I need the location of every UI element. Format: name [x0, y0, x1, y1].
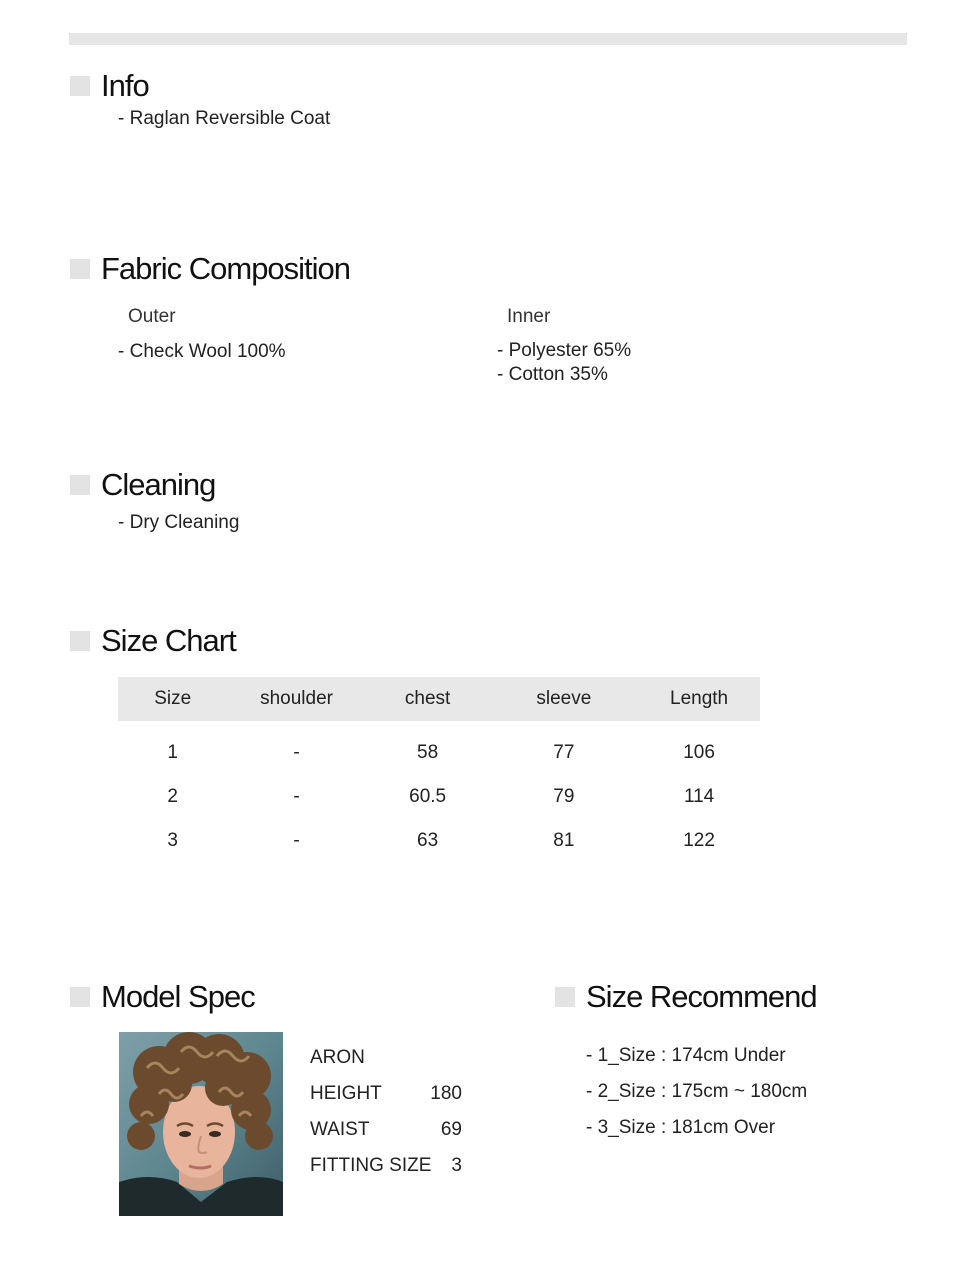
table-header-row [118, 677, 760, 721]
column-header-size: Size [118, 677, 227, 721]
table-cell: 106 [683, 742, 715, 763]
table-cell: - [293, 742, 300, 763]
spec-label: WAIST [310, 1119, 370, 1140]
size-chart-table [118, 677, 760, 863]
info-heading-text: Info [101, 68, 149, 103]
column-header-length: Length [638, 677, 760, 721]
table-cell: 63 [417, 830, 439, 851]
cleaning-item: - Dry Cleaning [118, 512, 240, 533]
cleaning-heading-text: Cleaning [101, 467, 216, 502]
size-recommend-item: - 1_Size : 174cm Under [586, 1045, 786, 1066]
table-cell: 3 [167, 830, 178, 851]
table-cell: 77 [553, 742, 575, 763]
spec-label: HEIGHT [310, 1083, 382, 1104]
fabric-outer-item: - Check Wool 100% [118, 341, 286, 362]
table-cell: 81 [553, 830, 575, 851]
table-row [118, 819, 760, 863]
info-section-heading [70, 68, 149, 104]
spec-label: FITTING SIZE [310, 1155, 432, 1176]
column-header-shoulder: shoulder [227, 677, 365, 721]
table-cell: - [293, 830, 300, 851]
fabric-inner-label: Inner [507, 306, 551, 327]
table-cell: 1 [167, 742, 178, 763]
model-photo [119, 1032, 283, 1216]
column-header-chest: chest [366, 677, 490, 721]
model-spec-heading-text: Model Spec [101, 979, 255, 1014]
section-marker-square [70, 475, 90, 495]
section-marker-square [70, 259, 90, 279]
table-cell: - [293, 786, 300, 807]
cleaning-section-heading [70, 467, 215, 503]
spec-value: 3 [451, 1155, 462, 1176]
model-spec-section-heading [70, 979, 255, 1015]
table-cell: 114 [683, 786, 715, 807]
fabric-heading-text: Fabric Composition [101, 251, 351, 286]
table-row [118, 721, 760, 775]
table-cell: 122 [683, 830, 715, 851]
size-chart-heading-text: Size Chart [101, 623, 236, 658]
size-recommend-section-heading [555, 979, 817, 1015]
table-cell: 58 [417, 742, 439, 763]
fabric-inner-item: - Cotton 35% [497, 364, 608, 385]
section-marker-square [70, 987, 90, 1007]
top-divider-bar [69, 33, 907, 45]
fabric-inner-item: - Polyester 65% [497, 340, 632, 361]
size-chart-section-heading [70, 623, 236, 659]
size-recommend-heading-text: Size Recommend [586, 979, 817, 1014]
spec-value: 180 [430, 1083, 462, 1104]
table-cell: 60.5 [409, 786, 447, 807]
info-item: - Raglan Reversible Coat [118, 108, 331, 129]
fabric-section-heading [70, 251, 350, 287]
table-cell: 79 [553, 786, 575, 807]
section-marker-square [555, 987, 575, 1007]
column-header-sleeve: sleeve [490, 677, 639, 721]
size-recommend-item: - 2_Size : 175cm ~ 180cm [586, 1081, 808, 1102]
size-recommend-item: - 3_Size : 181cm Over [586, 1117, 776, 1138]
model-name: ARON [310, 1047, 365, 1068]
section-marker-square [70, 631, 90, 651]
spec-value: 69 [440, 1119, 462, 1140]
section-marker-square [70, 76, 90, 96]
table-cell: 2 [167, 786, 178, 807]
fabric-outer-label: Outer [128, 306, 176, 327]
table-row [118, 775, 760, 819]
